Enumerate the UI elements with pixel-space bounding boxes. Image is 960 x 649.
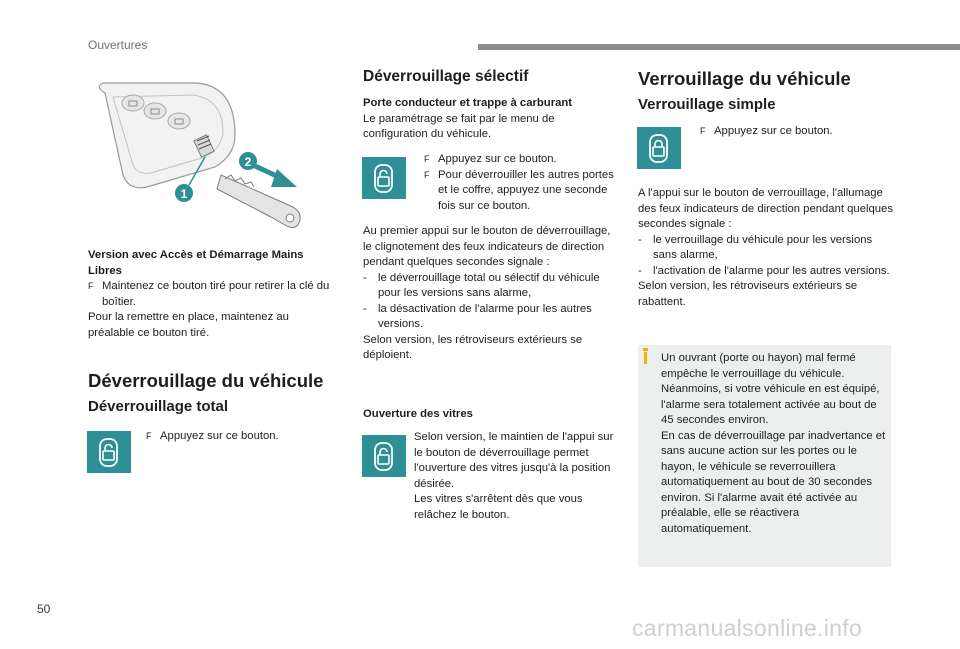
section-label: Ouvertures bbox=[88, 38, 148, 52]
info-icon bbox=[644, 352, 647, 364]
info-icon-dot bbox=[643, 348, 648, 351]
unlock-button-tile bbox=[362, 435, 406, 477]
vitres-text-1: Selon version, le maintien de l'appui sur le bouton de déverrouillage permet l'ouverture des vitres jusqu'à la position désirée. bbox=[414, 431, 614, 490]
bullet-marker: F bbox=[88, 281, 94, 291]
lock-button-tile bbox=[637, 127, 681, 169]
bullet-marker: F bbox=[146, 431, 152, 441]
total-bullet: Appuyez sur ce bouton. bbox=[160, 430, 279, 442]
watermark: carmanualsonline.info bbox=[632, 615, 863, 641]
version-bullet: F Maintenez ce bouton tiré pour retirer la clé du boîtier. bbox=[88, 280, 330, 308]
selectif-bullet-2: Pour déverrouiller les autres portes et le coffre, appuyez une seconde fois sur ce bouton. bbox=[438, 168, 614, 212]
bullet-marker: F bbox=[700, 126, 706, 136]
version-block bbox=[88, 248, 338, 341]
callout-1: 1 bbox=[180, 187, 188, 201]
total-bullet-block bbox=[146, 429, 336, 445]
vitres-block bbox=[414, 430, 624, 523]
selectif-explanation: Au premier appui sur le bouton de déverrouillage, le clignotement des feux indicateurs de direction pendant quelques secondes signale : - le déverrouillage total ou sélectif du véhicule pour les versions sans alarme, - la désactivation de l'alarme pour les autres versions. Selon version, les rétroviseurs extérieurs se déploient. bbox=[363, 224, 619, 364]
info-text-2: En cas de déverrouillage par inadvertance et sans aucune action sur les portes ou le hayon, le véhicule se reverrouillera automatiquement au bout de 30 secondes environ. Si l'alarme avait été activée au préalable, elle se réactivera automatiquement. bbox=[661, 429, 886, 535]
key-fob-illustration bbox=[85, 75, 335, 235]
vitres-text-2: Les vitres s'arrêtent dès que vous relâchez le bouton. bbox=[414, 493, 583, 521]
unlock-button-tile bbox=[362, 157, 406, 199]
info-text-1: Un ouvrant (porte ou hayon) mal fermé empêche le verrouillage du véhicule. Néanmoins, si votre véhicule en est équipé, l'alarme sera totalement activée au bout de 45 secondes environ. bbox=[661, 352, 880, 426]
title-deverrouillage-selectif: Déverrouillage sélectif bbox=[363, 68, 529, 85]
unlock-button-tile bbox=[87, 431, 131, 473]
selectif-dash-1: le déverrouillage total ou sélectif du véhicule pour les versions sans alarme, bbox=[378, 271, 600, 299]
lock-explanation: A l'appui sur le bouton de verrouillage, l'allumage des feux indicateurs de direction pendant quelques secondes signale : - le verrouillage du véhicule pour les versions sans alarme, - l'activation de l'alarme pour les autres versions. Selon version, les rétroviseurs extérieurs se rabattent. bbox=[638, 186, 893, 310]
lock-para-end: Selon version, les rétroviseurs extérieurs se rabattent. bbox=[638, 280, 858, 308]
porte-heading: Porte conducteur et trappe à carburant bbox=[363, 97, 573, 109]
bullet-marker: F bbox=[424, 154, 430, 164]
lock-para-intro: A l'appui sur le bouton de verrouillage, l'allumage des feux indicateurs de direction pendant quelques secondes signale : bbox=[638, 187, 893, 230]
subtitle-deverrouillage-total: Déverrouillage total bbox=[88, 398, 229, 415]
unlock-icon bbox=[87, 431, 131, 473]
lock-dash-1: le verrouillage du véhicule pour les versions sans alarme, bbox=[653, 233, 873, 261]
header-rule bbox=[478, 44, 960, 50]
porte-text: Le paramétrage se fait par le menu de configuration du véhicule. bbox=[363, 112, 555, 140]
title-verrouillage: Verrouillage du véhicule bbox=[638, 68, 851, 89]
unlock-icon bbox=[362, 157, 406, 199]
selectif-bullets bbox=[424, 152, 616, 214]
lock-dash-2: l'activation de l'alarme pour les autres versions. bbox=[653, 264, 890, 277]
bullet-marker: F bbox=[424, 169, 430, 180]
title-deverrouillage: Déverrouillage du véhicule bbox=[88, 370, 324, 391]
lock-bullet-block bbox=[700, 124, 880, 140]
selectif-dash-2: la désactivation de l'alarme pour les autres versions. bbox=[378, 302, 592, 330]
porte-block bbox=[363, 96, 613, 143]
page-number: 50 bbox=[37, 602, 51, 616]
selectif-para-end: Selon version, les rétroviseurs extérieurs se déploient. bbox=[363, 333, 583, 361]
callout-2: 2 bbox=[244, 155, 252, 169]
vitres-heading: Ouverture des vitres bbox=[363, 408, 473, 420]
subtitle-verrouillage-simple: Verrouillage simple bbox=[638, 96, 776, 113]
unlock-icon bbox=[362, 435, 406, 477]
version-heading: Version avec Accès et Démarrage Mains Libres bbox=[88, 249, 304, 277]
lock-bullet: Appuyez sur ce bouton. bbox=[714, 125, 833, 137]
version-text: Pour la remettre en place, maintenez au préalable ce bouton tiré. bbox=[88, 311, 289, 339]
info-text-block bbox=[661, 351, 887, 537]
selectif-para-intro: Au premier appui sur le bouton de déverrouillage, le clignotement des feux indicateurs de direction pendant quelques secondes signale : bbox=[363, 225, 611, 268]
lock-icon bbox=[637, 127, 681, 169]
selectif-bullet-1: Appuyez sur ce bouton. bbox=[438, 153, 557, 165]
